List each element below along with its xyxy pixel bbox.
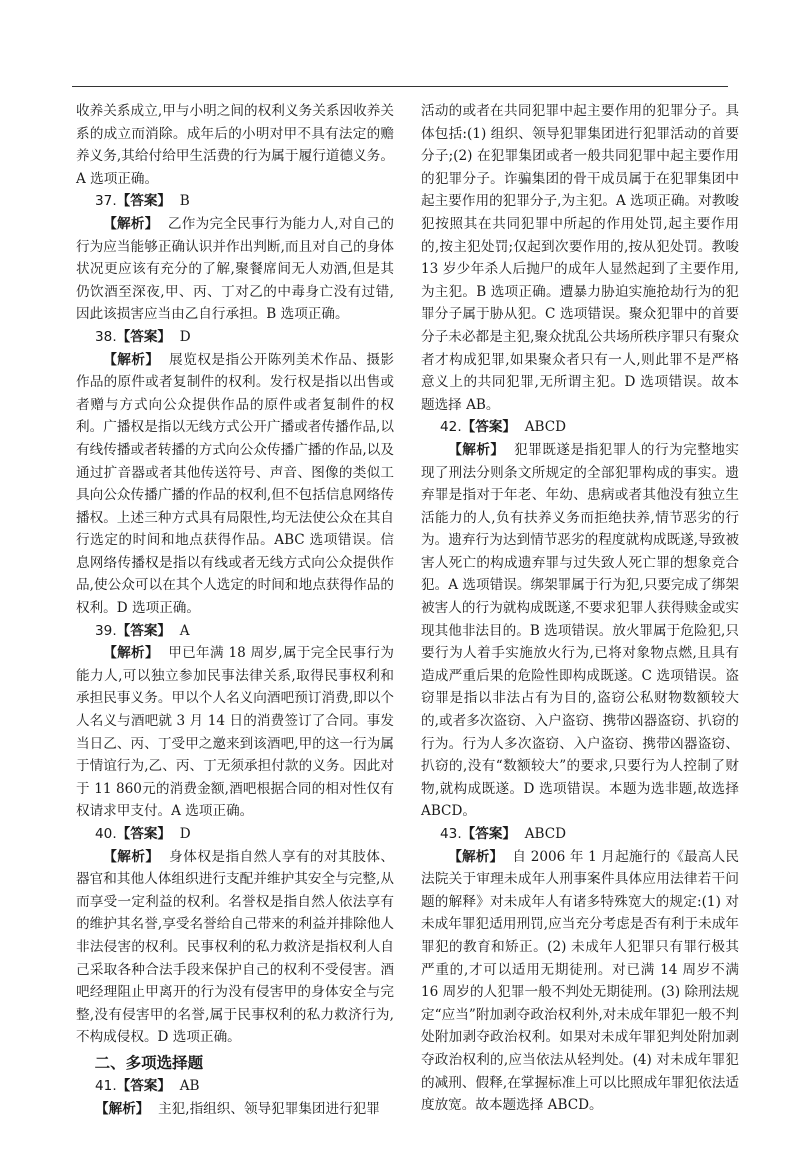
q42-answer: ABCD <box>524 419 567 436</box>
q37-analysis: 【解析】 乙作为完全民事行为能力人,对自己的行为应当能够正确认识并作出判断,而且对自己的身体状况更应该有充分的了解,聚餐席间无人劝酒,但是其仍饮酒至深夜,甲、丙、丁对乙的中毒身亡没有过错,因此该损害应当由乙自行承担。B 选项正确。 <box>76 215 394 323</box>
q41-answer: AB <box>179 1077 200 1094</box>
right-column <box>421 100 739 1117</box>
q39-answer-line: 39.【答案】 A <box>95 622 190 639</box>
q43-answer: ABCD <box>524 826 567 842</box>
q36-analysis-tail: 收养关系成立,甲与小明之间的权利义务关系因收养关系的成立而消除。成年后的小明对甲不具有法定的赡养义务,其给付给甲生活费的行为属于履行道德义务。A 选项正确。 <box>76 103 394 187</box>
q41-answer-line: 41.【答案】 AB <box>95 1077 200 1094</box>
q43-answer-line: 43.【答案】 ABCD <box>440 826 567 842</box>
q40-answer-line: 40.【答案】 D <box>95 826 191 842</box>
q43-analysis: 【解析】 自 2006 年 1 月起施行的《最高人民法院关于审理未成年人刑事案件具体应用法律若干问题的解释》对未成年人有诸多特殊宽大的规定:(1) 对未成年罪犯适用刑罚,应当充分考虑是否有利于未成年罪犯的教育和矫正。(2) 未成年人犯罪只有罪行极其严重的,才可以适用无期徒刑。对已满 14 周岁不满 16 周岁的人犯罪一般不判处无期徒刑。(3) 除刑法规定“应当”附加剥夺政治权利外,对未成年罪犯一般不判处附加剥夺政治权利。如果对未成年罪犯判处附加剥夺政治权利的,应当依法从轻判处。(4) 对未成年罪犯的减刑、假释,在掌握标准上可以比照成年罪犯依法适度放宽。故本题选择 ABCD。 <box>421 848 740 1114</box>
q41-analysis-head: 【解析】 主犯,指组织、领导犯罪集团进行犯罪 <box>95 1100 380 1117</box>
q40-analysis: 【解析】 身体权是指自然人享有的对其肢体、器官和其他人体组织进行支配并维护其安全与完整,从而享受一定利益的权利。名誉权是指自然人依法享有的维护其名誉,享受名誉给自己带来的利益并排除他人非法侵害的权利。民事权利的私力救济是指权利人自己采取各种合法手段来保护自己的权利不受侵害。酒吧经理阻止甲离开的行为没有侵害甲的身体安全与完整,没有侵害甲的名誉,属于民事权利的私力救济行为,不构成侵权。D 选项正确。 <box>76 848 394 1046</box>
q38-analysis: 【解析】 展览权是指公开陈列美术作品、摄影作品的原件或者复制件的权利。发行权是指以出售或者赠与方式向公众提供作品的原件或者复制件的权利。广播权是指以无线方式公开广播或者传播作品,以有线传播或者转播的方式向公众传播广播的作品,以及通过扩音器或者其他传送符号、声音、图像的类似工具向公众传播广播的作品的权利,但不包括信息网络传播权。上述三种方式具有局限性,均无法使公众在其自行选定的时间和地点获得作品。ABC 选项错误。信息网络传播权是指以有线或者无线方式向公众提供作品,使公众可以在其个人选定的时间和地点获得作品的权利。D 选项正确。 <box>76 351 394 617</box>
header-rule <box>72 86 728 87</box>
section-title: 二、多项选择题 <box>94 1053 204 1072</box>
q41-analysis-tail: 活动的或者在共同犯罪中起主要作用的犯罪分子。具体包括:(1) 组织、领导犯罪集团进行犯罪活动的首要分子;(2) 在犯罪集团或者一般共同犯罪中起主要作用的犯罪分子。诈骗集团的骨干成员属于在犯罪集团中起主要作用的犯罪分子,为主犯。A 选项正确。对教唆犯按照其在共同犯罪中所起的作用处罚,起主要作用的,按主犯处罚;仅起到次要作用的,按从犯处罚。教唆 13 岁少年杀人后抛尸的成年人显然起到了主要作用,为主犯。B 选项正确。遭暴力胁迫实施抢劫行为的犯罪分子属于胁从犯。C 选项错误。聚众犯罪中的首要分子未必都是主犯,聚众扰乱公共场所秩序罪只有聚众者才构成犯罪,如果聚众者只有一人,则此罪不是严格意义上的共同犯罪,无所谓主犯。D 选项错误。故本题选择 AB。 <box>421 103 739 413</box>
left-column <box>76 100 394 1120</box>
q39-analysis: 【解析】 甲已年满 18 周岁,属于完全民事行为能力人,可以独立参加民事法律关系,取得民事权利和承担民事义务。甲以个人名义向酒吧预订消费,即以个人名义与酒吧就 3 月 14 日的消费签订了合同。事发当日乙、丙、丁受甲之邀来到该酒吧,甲的这一行为属于情谊行为,乙、丙、丁无须承担付款的义务。因此对于 11 860元的消费金额,酒吧根据合同的相对性仅有权请求甲支付。A 选项正确。 <box>76 645 394 820</box>
q37-answer-line: 37.【答案】 B <box>95 193 190 210</box>
q38-answer-line: 38.【答案】 D <box>95 328 191 345</box>
q40-answer: D <box>179 826 191 842</box>
q39-answer: A <box>179 622 190 639</box>
q37-answer: B <box>179 193 190 210</box>
q42-answer-line: 42.【答案】 ABCD <box>440 419 567 436</box>
q42-analysis: 【解析】 犯罪既遂是指犯罪人的行为完整地实现了刑法分则条文所规定的全部犯罪构成的事实。遗弃罪是指对于年老、年幼、患病或者其他没有独立生活能力的人,负有扶养义务而拒绝扶养,情节恶劣的行为。遗弃行为达到情节恶劣的程度就构成既遂,导致被害人死亡的构成遗弃罪与过失致人死亡罪的想象竞合犯。A 选项错误。绑架罪属于行为犯,只要完成了绑架被害人的行为就构成既遂,不要求犯罪人获得赎金或实现其他非法目的。B 选项错误。放火罪属于危险犯,只要行为人着手实施放火行为,已将对象物点燃,且具有造成严重后果的危险性即构成既遂。C 选项错误。盗窃罪是指以非法占有为目的,盗窃公私财物数额较大的,或者多次盗窃、入户盗窃、携带凶器盗窃、扒窃的行为。行为人多次盗窃、入户盗窃、携带凶器盗窃、扒窃的,没有“数额较大”的要求,只要行为人控制了财物,就构成既遂。D 选项错误。本题为选非题,故选择 ABCD。 <box>421 441 739 820</box>
q38-answer: D <box>179 328 191 345</box>
